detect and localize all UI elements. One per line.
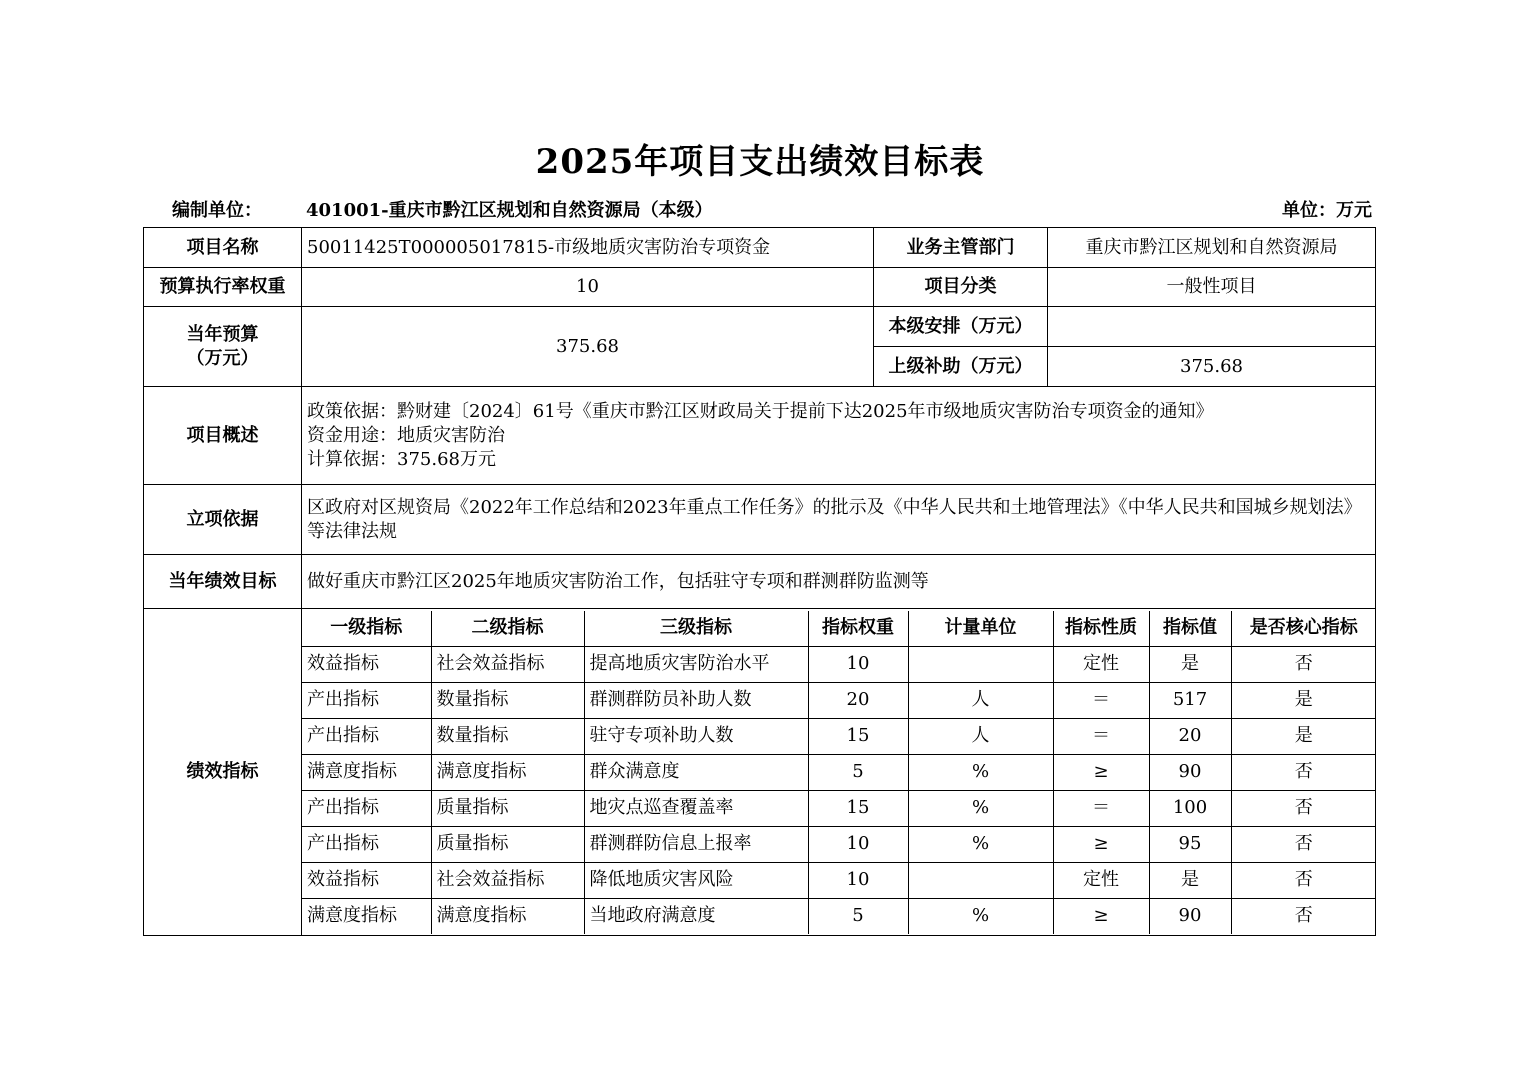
- basis-label: 立项依据: [144, 485, 302, 555]
- indicator-row: [302, 898, 1376, 934]
- indicator-cell: 否: [1231, 826, 1376, 862]
- indicator-cell: 是: [1149, 646, 1231, 682]
- indicator-header-cell: 一级指标: [302, 611, 431, 647]
- local-value: [1048, 307, 1376, 347]
- indicator-cell: 是: [1231, 682, 1376, 718]
- indicator-cell: 社会效益指标: [431, 646, 584, 682]
- unit-label: 编制单位：: [172, 200, 262, 221]
- indicator-cell: 产出指标: [302, 826, 431, 862]
- indicator-cell: %: [908, 826, 1053, 862]
- dept-label: 业务主管部门: [874, 228, 1048, 268]
- indicator-cell: 质量指标: [431, 790, 584, 826]
- indicator-row: [302, 862, 1376, 898]
- indicator-cell: ≥: [1053, 898, 1149, 934]
- indicator-cell: 效益指标: [302, 862, 431, 898]
- indicator-header-cell: 是否核心指标: [1231, 611, 1376, 647]
- superior-value: 375.68: [1048, 347, 1376, 387]
- indicator-header-row: [302, 611, 1376, 647]
- indicator-cell: 提高地质灾害防治水平: [584, 646, 808, 682]
- goal-label: 当年绩效目标: [144, 555, 302, 609]
- indicator-row: [302, 646, 1376, 682]
- indicator-cell: 15: [808, 718, 908, 754]
- page-title: 2025年项目支出绩效目标表: [535, 142, 985, 182]
- indicator-cell: 90: [1149, 754, 1231, 790]
- indicator-cell: 驻守专项补助人数: [584, 718, 808, 754]
- indicator-cell: 群众满意度: [584, 754, 808, 790]
- category-label: 项目分类: [874, 268, 1048, 307]
- indicator-cell: 否: [1231, 862, 1376, 898]
- indicator-cell: ＝: [1053, 718, 1149, 754]
- unit-value: 401001-重庆市黔江区规划和自然资源局（本级）: [306, 200, 713, 221]
- indicator-row: [302, 790, 1376, 826]
- indicator-cell: 20: [808, 682, 908, 718]
- indicator-cell: 定性: [1053, 646, 1149, 682]
- indicator-cell: 10: [808, 646, 908, 682]
- indicator-header-cell: 二级指标: [431, 611, 584, 647]
- indicator-cell: ≥: [1053, 754, 1149, 790]
- budget-label: 当年预算 （万元）: [144, 307, 302, 387]
- indicator-cell: 数量指标: [431, 682, 584, 718]
- indicator-cell: 社会效益指标: [431, 862, 584, 898]
- indicator-cell: 质量指标: [431, 826, 584, 862]
- indicator-cell: 群测群防信息上报率: [584, 826, 808, 862]
- indicator-cell: 是: [1149, 862, 1231, 898]
- indicator-cell: 降低地质灾害风险: [584, 862, 808, 898]
- indicator-cell: ＝: [1053, 682, 1149, 718]
- indicator-table: [302, 611, 1376, 934]
- indicator-cell: %: [908, 790, 1053, 826]
- indicator-row: [302, 826, 1376, 862]
- indicator-cell: 10: [808, 826, 908, 862]
- indicator-cell: 定性: [1053, 862, 1149, 898]
- weight-label: 预算执行率权重: [144, 268, 302, 307]
- indicator-cell: 517: [1149, 682, 1231, 718]
- indicator-cell: 95: [1149, 826, 1231, 862]
- indicator-cell: 满意度指标: [431, 898, 584, 934]
- indicator-header-cell: 指标值: [1149, 611, 1231, 647]
- indicator-cell: 是: [1231, 718, 1376, 754]
- indicator-cell: 5: [808, 898, 908, 934]
- indicator-cell: %: [908, 898, 1053, 934]
- indicator-cell: 群测群防员补助人数: [584, 682, 808, 718]
- indicator-cell: 5: [808, 754, 908, 790]
- indicators-cell: [302, 609, 1376, 936]
- local-label: 本级安排（万元）: [874, 307, 1048, 347]
- superior-label: 上级补助（万元）: [874, 347, 1048, 387]
- indicator-cell: [908, 646, 1053, 682]
- indicator-cell: ≥: [1053, 826, 1149, 862]
- indicator-cell: 否: [1231, 790, 1376, 826]
- indicator-cell: 20: [1149, 718, 1231, 754]
- indicator-cell: 否: [1231, 646, 1376, 682]
- indicator-cell: 人: [908, 718, 1053, 754]
- goal-value: 做好重庆市黔江区2025年地质灾害防治工作，包括驻守专项和群测群防监测等: [302, 555, 1376, 609]
- indicator-cell: 满意度指标: [302, 754, 431, 790]
- overview-label: 项目概述: [144, 387, 302, 485]
- dept-value: 重庆市黔江区规划和自然资源局: [1048, 228, 1376, 268]
- budget-value: 375.68: [302, 307, 874, 387]
- project-name-value: 50011425T000005017815-市级地质灾害防治专项资金: [302, 228, 874, 268]
- indicator-cell: 满意度指标: [431, 754, 584, 790]
- indicator-cell: 产出指标: [302, 682, 431, 718]
- project-name-label: 项目名称: [144, 228, 302, 268]
- indicator-row: [302, 718, 1376, 754]
- basis-value: 区政府对区规资局《2022年工作总结和2023年重点工作任务》的批示及《中华人民共和土地管理法》《中华人民共和国城乡规划法》等法律法规: [302, 485, 1376, 555]
- indicator-cell: 否: [1231, 754, 1376, 790]
- overview-value: 政策依据：黔财建〔2024〕61号《重庆市黔江区财政局关于提前下达2025年市级地质灾害防治专项资金的通知》 资金用途：地质灾害防治 计算依据：375.68万元: [302, 387, 1376, 485]
- weight-value: 10: [302, 268, 874, 307]
- indicator-cell: 10: [808, 862, 908, 898]
- indicator-cell: ＝: [1053, 790, 1149, 826]
- indicator-cell: 地灾点巡查覆盖率: [584, 790, 808, 826]
- indicators-label: 绩效指标: [144, 609, 302, 936]
- indicator-header-cell: 计量单位: [908, 611, 1053, 647]
- indicator-cell: [908, 862, 1053, 898]
- indicator-cell: %: [908, 754, 1053, 790]
- indicator-cell: 15: [808, 790, 908, 826]
- indicator-cell: 当地政府满意度: [584, 898, 808, 934]
- indicator-header-cell: 三级指标: [584, 611, 808, 647]
- indicator-header-cell: 指标性质: [1053, 611, 1149, 647]
- indicator-row: [302, 682, 1376, 718]
- indicator-cell: 数量指标: [431, 718, 584, 754]
- indicator-cell: 产出指标: [302, 790, 431, 826]
- currency-unit: 单位：万元: [1282, 200, 1372, 221]
- indicator-cell: 产出指标: [302, 718, 431, 754]
- indicator-cell: 100: [1149, 790, 1231, 826]
- indicator-cell: 人: [908, 682, 1053, 718]
- indicator-cell: 效益指标: [302, 646, 431, 682]
- indicator-cell: 90: [1149, 898, 1231, 934]
- indicator-header-cell: 指标权重: [808, 611, 908, 647]
- indicator-cell: 否: [1231, 898, 1376, 934]
- indicator-cell: 满意度指标: [302, 898, 431, 934]
- category-value: 一般性项目: [1048, 268, 1376, 307]
- indicator-row: [302, 754, 1376, 790]
- performance-table: [143, 227, 1376, 936]
